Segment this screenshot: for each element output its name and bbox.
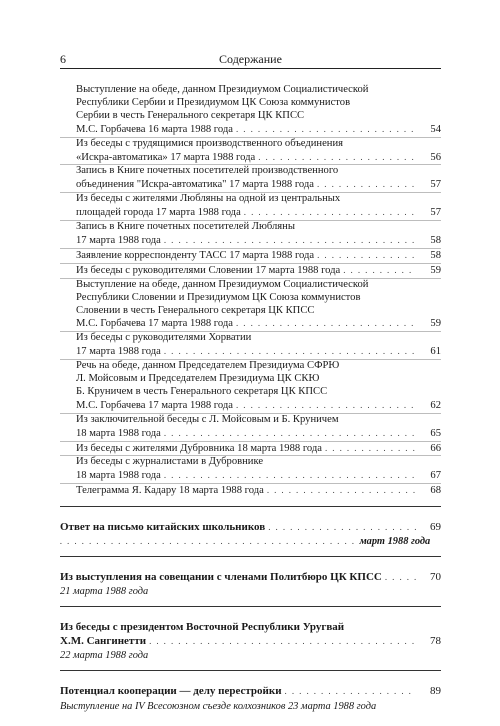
toc-page-number: 54 bbox=[430, 123, 441, 135]
toc-entry-text: Сербии в честь Генерального секретаря ЦК КПСС bbox=[76, 109, 305, 121]
page-header bbox=[60, 52, 441, 69]
toc-main-note: 21 марта 1988 года bbox=[60, 586, 149, 598]
toc-entry-text: Из беседы с журналистами в Дубровнике bbox=[76, 456, 264, 468]
toc-main-title: Ответ на письмо китайских школьников bbox=[60, 521, 266, 534]
toc-page-number: 67 bbox=[430, 470, 441, 482]
dot-leader bbox=[149, 635, 416, 649]
toc-page-number: 57 bbox=[430, 179, 441, 191]
toc-page-number: 69 bbox=[430, 521, 441, 534]
toc-main-entry[interactable] bbox=[60, 621, 441, 671]
dot-leader bbox=[236, 317, 416, 330]
toc-main-note: март 1988 года bbox=[359, 535, 431, 547]
toc-entry[interactable] bbox=[60, 279, 441, 333]
toc-entry-text: Из заключительной беседы с Л. Мойсовым и Б. Круничем bbox=[76, 413, 339, 425]
dot-leader bbox=[267, 484, 416, 497]
toc-entry-text: Речь на обеде, данном Председателем Президиума СФРЮ bbox=[76, 360, 340, 372]
dot-leader bbox=[258, 151, 416, 164]
toc-page-number: 66 bbox=[430, 442, 441, 454]
dot-leader bbox=[317, 249, 416, 262]
toc-page-number: 59 bbox=[430, 318, 441, 330]
toc-entry-text: Запись в Книге почетных посетителей Любляны bbox=[76, 221, 295, 233]
toc-page-number: 68 bbox=[430, 485, 441, 497]
toc-entry[interactable] bbox=[60, 138, 441, 166]
toc-entry-text: Запись в Книге почетных посетителей производственного bbox=[76, 165, 339, 177]
toc-main-note: Выступление на IV Всесоюзном съезде колхозников 23 марта 1988 года bbox=[60, 700, 377, 712]
toc-entry-text: Республики Словении и Президиумом ЦК Союза коммунистов bbox=[76, 291, 361, 303]
toc-entry[interactable] bbox=[60, 414, 441, 442]
dot-leader bbox=[164, 469, 416, 482]
toc-entry-text: М.С. Горбачева 16 марта 1988 года bbox=[76, 123, 233, 135]
toc-entry-text: «Искра-автоматика» 17 марта 1988 года bbox=[76, 151, 256, 163]
toc-entry[interactable] bbox=[60, 193, 441, 221]
toc-entry-text: М.С. Горбачева 17 марта 1988 года bbox=[76, 318, 233, 330]
toc-entry-text: Из беседы с жителями Дубровника 18 марта 1988 года bbox=[76, 442, 322, 454]
toc-entry[interactable] bbox=[60, 84, 441, 138]
dot-leader bbox=[164, 427, 416, 440]
toc-page-number: 56 bbox=[430, 151, 441, 163]
dot-leader bbox=[164, 345, 416, 358]
toc-entry-text: Заявление корреспонденту ТАСС 17 марта 1988 года bbox=[76, 249, 315, 261]
toc-main-title: Потенциал кооперации — делу перестройки bbox=[60, 685, 282, 698]
dot-leader bbox=[268, 521, 416, 535]
toc-entry-text: 18 марта 1988 года bbox=[76, 427, 161, 439]
toc-page-number: 61 bbox=[430, 346, 441, 358]
toc-main-entry[interactable] bbox=[60, 521, 441, 557]
toc-page-number: 58 bbox=[430, 249, 441, 261]
toc-entry[interactable] bbox=[60, 221, 441, 249]
toc-page-number: 62 bbox=[430, 399, 441, 411]
page-number: 6 bbox=[60, 52, 66, 66]
toc-entry-text: Телеграмма Я. Кадару 18 марта 1988 года bbox=[76, 485, 264, 497]
dot-leader bbox=[60, 535, 357, 548]
toc-entry-text: 17 марта 1988 года bbox=[76, 234, 161, 246]
toc-page-number: 89 bbox=[430, 685, 441, 698]
table-of-contents bbox=[60, 84, 441, 713]
toc-entry[interactable] bbox=[60, 456, 441, 484]
toc-entry-text: Из беседы с руководителями Словении 17 марта 1988 года bbox=[76, 264, 341, 276]
toc-subsection bbox=[60, 84, 441, 507]
toc-page-number: 58 bbox=[430, 234, 441, 246]
toc-main-title: Из выступления на совещании с членами Политбюро ЦК КПСС bbox=[60, 570, 382, 583]
toc-entry-text: 18 марта 1988 года bbox=[76, 470, 161, 482]
toc-main-note: 22 марта 1988 года bbox=[60, 650, 149, 662]
page-title: Содержание bbox=[219, 52, 282, 66]
dot-leader bbox=[236, 399, 416, 412]
toc-page-number: 65 bbox=[430, 427, 441, 439]
dot-leader bbox=[244, 206, 416, 219]
toc-entry-text: Из беседы с трудящимися производственного объединения bbox=[76, 137, 343, 149]
dot-leader bbox=[285, 685, 416, 699]
toc-entry-text: Из беседы с руководителями Хорватии bbox=[76, 332, 252, 344]
toc-entry[interactable] bbox=[60, 264, 441, 279]
dot-leader bbox=[325, 442, 416, 455]
toc-entry-text: Выступление на обеде, данном Президиумом Социалистической bbox=[76, 278, 369, 290]
toc-entry-text: Словении в честь Генерального секретаря ЦК КПСС bbox=[76, 304, 315, 316]
toc-entry[interactable] bbox=[60, 484, 441, 498]
toc-entry-text: объединения "Искра-автоматика" 17 марта 1988 года bbox=[76, 179, 314, 191]
toc-entry[interactable] bbox=[60, 442, 441, 457]
toc-entry-text: Из беседы с жителями Любляны на одной из центральных bbox=[76, 193, 341, 205]
toc-entry-text: Л. Мойсовым и Председателем Президиума ЦК СКЮ bbox=[76, 373, 320, 385]
toc-main-entry[interactable] bbox=[60, 571, 441, 608]
dot-leader bbox=[236, 123, 416, 136]
toc-page-number: 57 bbox=[430, 207, 441, 219]
toc-page-number: 78 bbox=[430, 634, 441, 647]
toc-entry-text: Б. Круничем в честь Генерального секретаря ЦК КПСС bbox=[76, 385, 328, 397]
toc-entry-text: площадей города 17 марта 1988 года bbox=[76, 207, 241, 219]
toc-page-number: 70 bbox=[430, 570, 441, 583]
toc-main-title: Из беседы с президентом Восточной Республики Уругвай bbox=[60, 621, 345, 634]
toc-main-entry[interactable] bbox=[60, 685, 441, 713]
toc-entry[interactable] bbox=[60, 360, 441, 414]
toc-entry[interactable] bbox=[60, 249, 441, 264]
toc-entry[interactable] bbox=[60, 165, 441, 193]
dot-leader bbox=[164, 234, 416, 247]
dot-leader bbox=[343, 264, 416, 277]
toc-entry-text: 17 марта 1988 года bbox=[76, 346, 161, 358]
toc-main-title: Х.М. Сангинетти bbox=[60, 634, 147, 647]
dot-leader bbox=[385, 571, 416, 585]
toc-entry-text: Выступление на обеде, данном Президиумом Социалистической bbox=[76, 84, 369, 95]
toc-entry[interactable] bbox=[60, 332, 441, 360]
toc-page-number: 59 bbox=[430, 264, 441, 276]
toc-entry-text: Республики Сербии и Президиумом ЦК Союза коммунистов bbox=[76, 96, 351, 108]
toc-entry-text: М.С. Горбачева 17 марта 1988 года bbox=[76, 399, 233, 411]
dot-leader bbox=[317, 178, 416, 191]
